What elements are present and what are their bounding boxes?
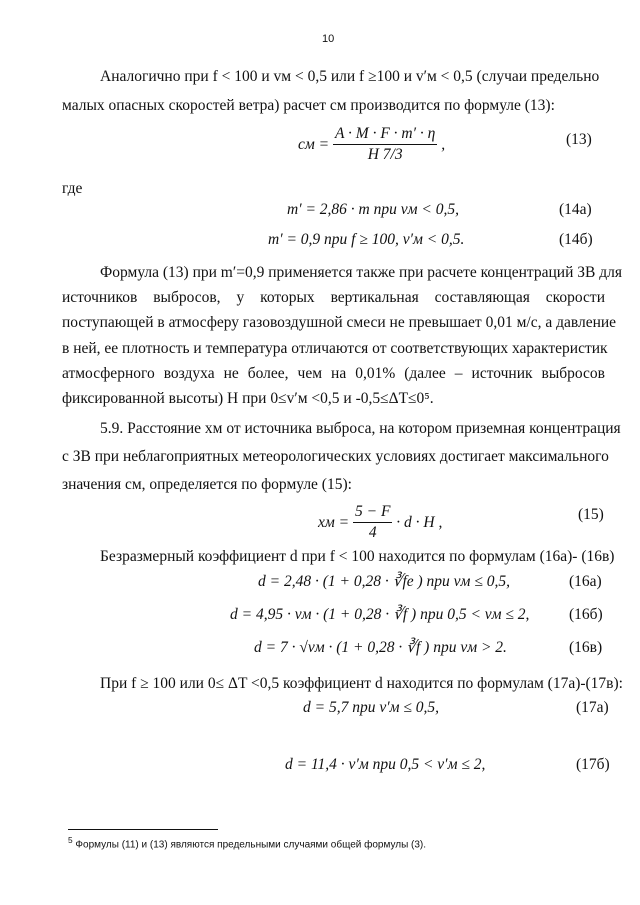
paragraph-line: Формула (13) при m′=0,9 применяется также при расчете концентраций ЗВ для xyxy=(100,264,622,281)
equation-14a: m′ = 2,86 · m при vм < 0,5, xyxy=(287,201,459,218)
equation-13-tail: , xyxy=(441,135,446,153)
equation-13-lhs: cм = xyxy=(298,135,330,153)
equation-15-denominator: 4 xyxy=(368,524,377,541)
where-label: где xyxy=(62,180,83,197)
paragraph-line: в ней, ее плотность и температура отличаются от соответствующих характеристик xyxy=(62,340,608,357)
footnote xyxy=(68,835,426,850)
equation-16b: d = 4,95 · vм · (1 + 0,28 · ∛f ) при 0,5 < vм ≤ 2, xyxy=(230,606,530,623)
equation-13-numerator: A · M · F · m′ · η xyxy=(333,125,437,145)
equation-15-tail: · d · H , xyxy=(396,513,443,531)
page-number: 10 xyxy=(322,33,335,45)
equation-14b: m′ = 0,9 при f ≥ 100, v′м < 0,5. xyxy=(268,231,465,248)
equation-15-numerator: 5 − F xyxy=(353,503,392,523)
paragraph-line: Аналогично при f < 100 и vм < 0,5 или f ≥100 и v′м < 0,5 (случаи предельно xyxy=(100,68,600,85)
equation-17b: d = 11,4 · v′м при 0,5 < v′м ≤ 2, xyxy=(285,756,486,773)
paragraph-line: 5.9. Расстояние xм от источника выброса, на котором приземная концентрация xyxy=(100,420,621,437)
paragraph-line: Безразмерный коэффициент d при f < 100 находится по формулам (16а)- (16в) xyxy=(100,548,615,565)
paragraph-line: При f ≥ 100 или 0≤ ΔT <0,5 коэффициент d находится по формулам (17а)-(17в): xyxy=(100,675,623,692)
equation-16c: d = 7 · √vм · (1 + 0,28 · ∛f ) при vм > 2. xyxy=(254,639,507,656)
paragraph-line: поступающей в атмосферу газовоздушной смеси не превышает 0,01 м/с, а давление xyxy=(62,314,617,331)
paragraph-line: атмосферного воздуха не более, чем на 0,01% (далее – источник выбросов xyxy=(62,365,605,382)
equation-label: (13) xyxy=(566,131,592,148)
equation-15-lhs: xм = xyxy=(318,513,350,531)
equation-label: (16а) xyxy=(569,573,602,590)
equation-label: (17б) xyxy=(576,756,610,773)
equation-label: (14б) xyxy=(559,231,593,248)
equation-17a: d = 5,7 при v′м ≤ 0,5, xyxy=(303,699,440,716)
equation-label: (16в) xyxy=(569,639,603,656)
paragraph-line: малых опасных скоростей ветра) расчет cм производится по формуле (13): xyxy=(62,97,555,114)
equation-15 xyxy=(318,503,442,542)
paragraph-line: фиксированной высоты) H при 0≤v′м <0,5 и -0,5≤ΔT≤0⁵. xyxy=(62,390,434,407)
paragraph-line: значения cм, определяется по формуле (15): xyxy=(62,476,352,493)
equation-label: (16б) xyxy=(569,606,603,623)
equation-13-fraction xyxy=(333,125,437,164)
equation-16a: d = 2,48 · (1 + 0,28 · ∛fe ) при vм ≤ 0,5, xyxy=(258,573,510,590)
paragraph-line: источников выбросов, у которых вертикальная составляющая скорости xyxy=(62,289,605,306)
paragraph-line: c ЗВ при неблагоприятных метеорологических условиях достигает максимального xyxy=(62,448,609,465)
equation-13 xyxy=(298,125,445,164)
equation-15-fraction xyxy=(353,503,392,542)
equation-label: (17а) xyxy=(576,699,609,716)
footnote-rule xyxy=(68,829,218,830)
equation-13-denominator: H 7/3 xyxy=(367,146,403,163)
equation-label: (15) xyxy=(578,506,604,523)
footnote-mark: 5 xyxy=(68,835,73,845)
footnote-text: Формулы (11) и (13) являются предельными случаями общей формулы (3). xyxy=(75,839,427,851)
equation-label: (14а) xyxy=(559,201,592,218)
